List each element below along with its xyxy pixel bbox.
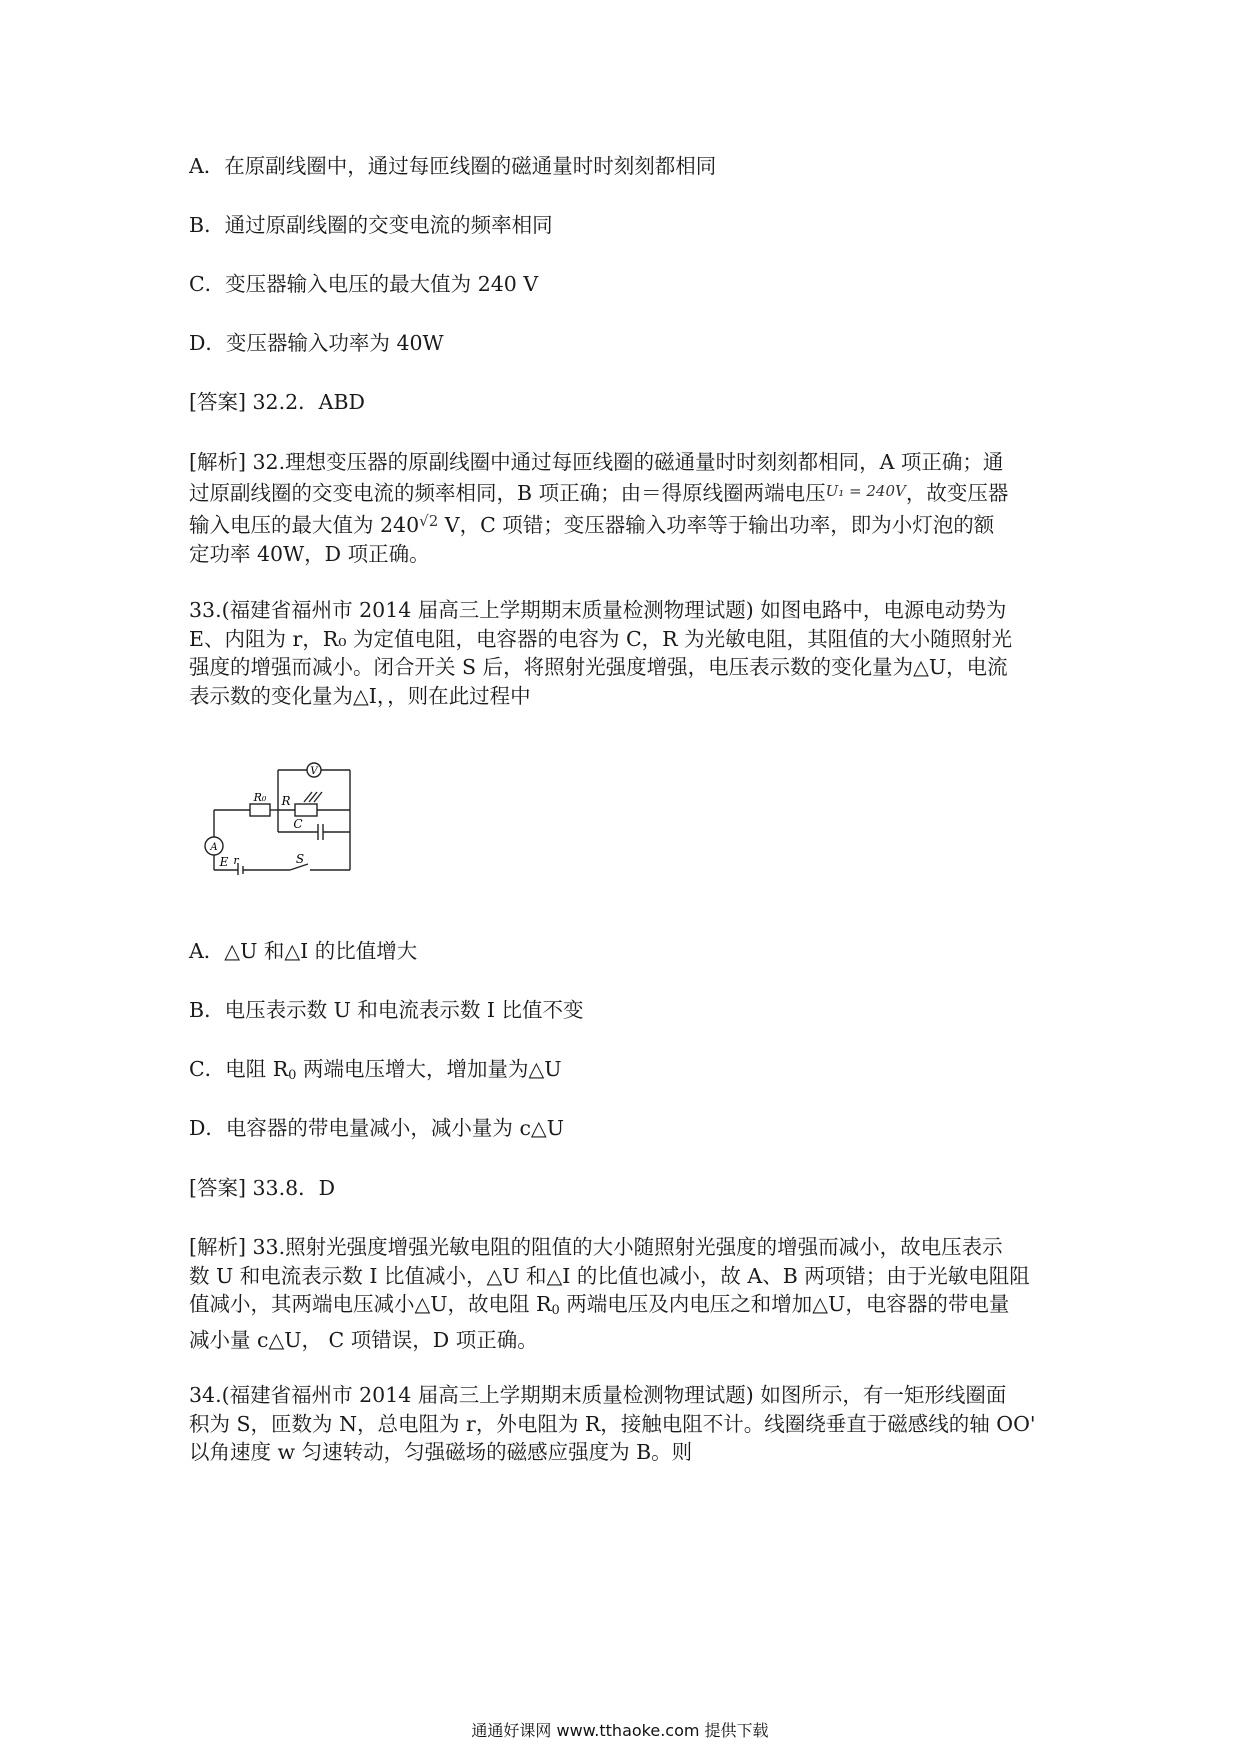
q32-option-d: D．变压器输入功率为 40W — [189, 331, 444, 355]
q32-answer: [答案] 32.2．ABD — [189, 390, 365, 414]
q33-option-b: B．电压表示数 U 和电流表示数 I 比值不变 — [189, 998, 584, 1022]
q32-analysis-line4: 定功率 40W，D 项正确。 — [189, 541, 430, 566]
q33-option-c-subscript: 0 — [288, 1068, 297, 1083]
q32-option-a: A．在原副线圈中，通过每匝线圈的磁通量时时刻刻都相同 — [189, 154, 717, 178]
q32-analysis-line2 — [189, 477, 1059, 508]
c-label: C — [293, 817, 303, 831]
q33-option-d: D．电容器的带电量减小，减小量为 c△U — [189, 1116, 564, 1140]
q33-answer: [答案] 33.8．D — [189, 1176, 336, 1200]
q34-stem-line3: 以角速度 w 匀速转动，匀强磁场的磁感应强度为 B。则 — [189, 1440, 693, 1464]
q33-analysis — [189, 1233, 1059, 1354]
r0-label: R₀ — [253, 791, 267, 804]
q33-option-c-text: C．电阻 R — [189, 1057, 289, 1081]
q32-analysis-line3-text: 输入电压的最大值为 240 — [189, 513, 420, 537]
switch-label: S — [295, 852, 305, 866]
q33-analysis-line1: [解析] 33.照射光强度增强光敏电阻的阻值的大小随照射光强度的增强而减小，故电压表示 — [189, 1235, 1003, 1259]
q33-option-c-tail: 两端电压增大，增加量为△U — [296, 1057, 562, 1081]
q33-circuit-diagram — [200, 760, 360, 875]
ammeter-label: A — [210, 842, 218, 853]
page-footer: 通通好课网 www.tthaoke.com 提供下载 — [471, 1721, 769, 1740]
q33-stem — [189, 596, 1059, 710]
q33-analysis-line3-tail: 两端电压及内电压之和增加△U，电容器的带电量 — [559, 1292, 1010, 1316]
q33-stem-line3: 强度的增强而减小。闭合开关 S 后，将照射光强度增强，电压表示数的变化量为△U，电流 — [189, 655, 1008, 679]
q33-analysis-line3-text: 值减小，其两端电压减小△U，故电阻 R — [189, 1292, 552, 1316]
q32-option-c: C．变压器输入电压的最大值为 240 V — [189, 272, 539, 296]
q33-option-a: A．△U 和△I 的比值增大 — [189, 939, 418, 963]
internal-r-label: r — [233, 854, 239, 867]
q33-stem-line1: 33.(福建省福州市 2014 届高三上学期期末质量检测物理试题) 如图电路中，电源电动势为 — [189, 598, 1007, 622]
q33-analysis-line4: 减小量 c△U， C 项错误，D 项正确。 — [189, 1327, 538, 1352]
q34-stem-line2: 积为 S，匝数为 N，总电阻为 r，外电阻为 R，接触电阻不计。线圈绕垂直于磁感线的轴 OO' — [189, 1411, 1036, 1436]
q33-analysis-line2: 数 U 和电流表示数 I 比值减小，△U 和△I 的比值也减小，故 A、B 两项错；由于光敏电阻阻 — [189, 1263, 1030, 1288]
q32-analysis-line1: [解析] 32.理想变压器的原副线圈中通过每匝线圈的磁通量时时刻刻都相同，A 项正确；通 — [189, 450, 1004, 474]
q32-analysis — [189, 448, 1059, 568]
q33-analysis-line3-subscript: 0 — [551, 1303, 560, 1318]
r-label: R — [281, 794, 291, 808]
emf-label: E — [219, 855, 229, 869]
q32-analysis-line2-text: 过原副线圈的交变电流的频率相同，B 项正确；由＝得原线圈两端电压 — [189, 480, 826, 505]
q32-analysis-line3 — [189, 507, 1059, 540]
q34-stem-line1: 34.(福建省福州市 2014 届高三上学期期末质量检测物理试题) 如图所示，有一矩形线圈面 — [189, 1383, 1007, 1407]
q32-analysis-line2-tail: ，故变压器 — [905, 480, 1009, 505]
q32-sqrt2: √2 — [419, 512, 439, 530]
q32-option-b: B．通过原副线圈的交变电流的频率相同 — [189, 213, 553, 237]
q33-stem-line4: 表示数的变化量为△I，，则在此过程中 — [189, 683, 531, 708]
q32-formula-image: U₁ = 240V — [825, 481, 906, 500]
q34-stem — [189, 1381, 1059, 1467]
q33-stem-line2: E、内阻为 r，R₀ 为定值电阻，电容器的电容为 C，R 为光敏电阻，其阻值的大小随照射光 — [189, 626, 1013, 651]
q33-option-c — [189, 1055, 561, 1090]
voltmeter-label: V — [310, 766, 318, 777]
q32-analysis-line3-tail: V，C 项错；变压器输入功率等于输出功率，即为小灯泡的额 — [438, 513, 995, 537]
q33-analysis-line3 — [189, 1290, 1059, 1326]
